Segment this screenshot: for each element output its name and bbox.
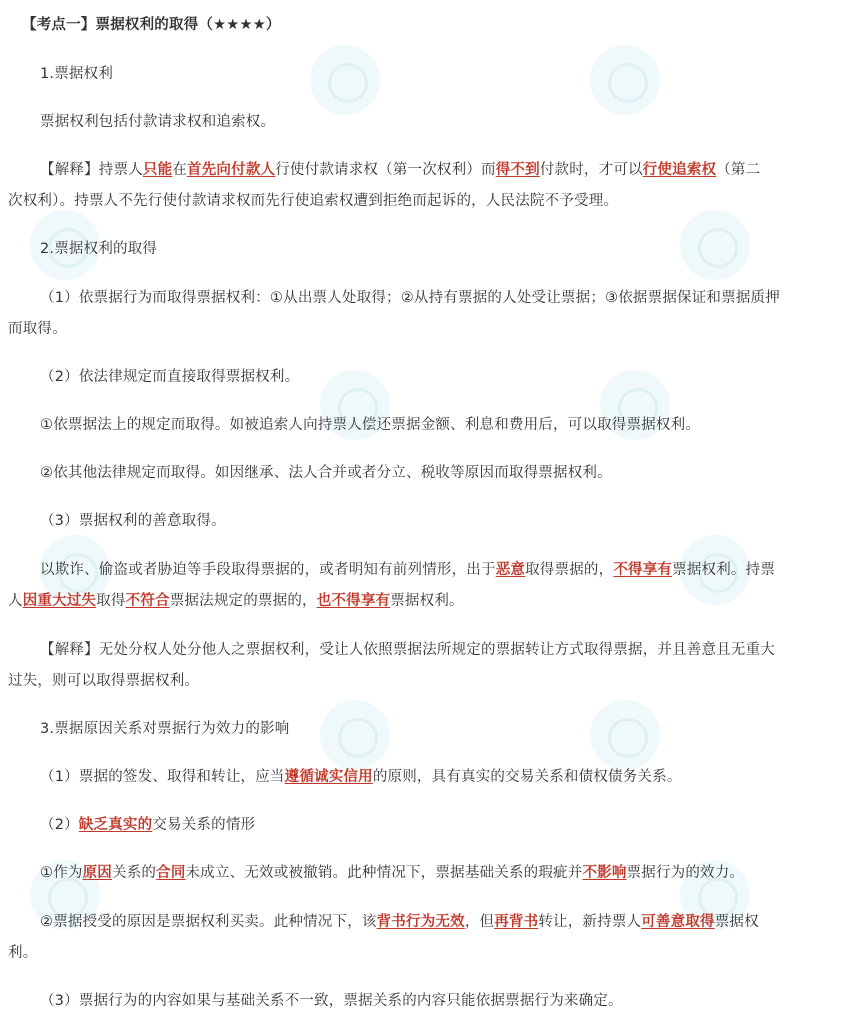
emphasis-text: 因重大过失 bbox=[22, 593, 97, 609]
emphasis-text: 也不得享有 bbox=[316, 593, 391, 609]
paragraph-cont: 利。 bbox=[8, 945, 38, 961]
emphasis-text: 遵循诚实信用 bbox=[284, 769, 373, 785]
paragraph: 票据权利包括付款请求权和追索权。 bbox=[40, 114, 276, 130]
paragraph: ②依其他法律规定而取得。如因继承、法人合并或者分立、税收等原因而取得票据权利。 bbox=[40, 465, 612, 481]
emphasis-text: 行使追索权 bbox=[642, 162, 717, 178]
emphasis-text: 合同 bbox=[156, 865, 186, 881]
emphasis-text: 缺乏真实的 bbox=[78, 817, 153, 833]
emphasis-text: 原因 bbox=[82, 865, 113, 881]
section-heading-2: 2.票据权利的取得 bbox=[40, 241, 158, 257]
emphasis-text: 背书行为无效 bbox=[376, 914, 465, 930]
emphasis-text: 可善意取得 bbox=[641, 914, 715, 930]
explanation-paragraph: 【解释】无处分权人处分他人之票据权利，受让人依照票据法所规定的票据转让方式取得票据，并且善意且无重大 bbox=[40, 642, 775, 658]
page-title: 【考点一】票据权利的取得（★★★★） bbox=[22, 17, 281, 33]
paragraph: ①依票据法上的规定而取得。如被追索人向持票人偿还票据金额、利息和费用后，可以取得票据权利。 bbox=[40, 417, 700, 433]
paragraph: （2）缺乏真实的交易关系的情形 bbox=[40, 817, 256, 833]
explanation-paragraph-cont: 次权利）。持票人不先行使付款请求权而先行使追索权遭到拒绝而起诉的，人民法院不予受理。 bbox=[8, 193, 619, 209]
emphasis-text: 不得享有 bbox=[613, 562, 673, 578]
emphasis-text: 不影响 bbox=[582, 865, 627, 881]
paragraph: 以欺诈、偷盗或者胁迫等手段取得票据的，或者明知有前列情形，出于恶意取得票据的，不得享有票据权利。持票 bbox=[40, 562, 776, 578]
emphasis-text: 再背书 bbox=[494, 914, 539, 930]
emphasis-text: 恶意 bbox=[495, 562, 526, 578]
paragraph: （3）票据权利的善意取得。 bbox=[40, 513, 226, 529]
paragraph-cont: 而取得。 bbox=[8, 321, 67, 337]
paragraph-cont: 人因重大过失取得不符合票据法规定的票据的，也不得享有票据权利。 bbox=[8, 593, 464, 609]
paragraph: （2）依法律规定而直接取得票据权利。 bbox=[40, 369, 300, 385]
emphasis-text: 只能 bbox=[142, 162, 173, 178]
emphasis-text: 首先向付款人 bbox=[187, 162, 276, 178]
section-heading-1: 1.票据权利 bbox=[40, 66, 114, 82]
paragraph: （1）依票据行为而取得票据权利：①从出票人处取得；②从持有票据的人处受让票据；③依据票据保证和票据质押 bbox=[40, 290, 780, 306]
paragraph: （3）票据行为的内容如果与基础关系不一致，票据关系的内容只能依据票据行为来确定。 bbox=[40, 993, 623, 1009]
paragraph: ②票据授受的原因是票据权利买卖。此种情况下，该背书行为无效，但再背书转让，新持票人可善意取得票据权 bbox=[40, 914, 759, 930]
paragraph: （1）票据的签发、取得和转让，应当遵循诚实信用的原则，具有真实的交易关系和债权债务关系。 bbox=[40, 769, 682, 785]
paragraph: ①作为原因关系的合同未成立、无效或被撤销。此种情况下，票据基础关系的瑕疵并不影响票据行为的效力。 bbox=[40, 865, 745, 881]
emphasis-text: 不符合 bbox=[125, 593, 170, 609]
explanation-paragraph: 【解释】持票人只能在首先向付款人行使付款请求权（第一次权利）而得不到付款时，才可以行使追索权（第二 bbox=[40, 162, 761, 178]
explanation-paragraph-cont: 过失，则可以取得票据权利。 bbox=[8, 673, 200, 689]
section-heading-3: 3.票据原因关系对票据行为效力的影响 bbox=[40, 721, 290, 737]
emphasis-text: 得不到 bbox=[495, 162, 540, 178]
